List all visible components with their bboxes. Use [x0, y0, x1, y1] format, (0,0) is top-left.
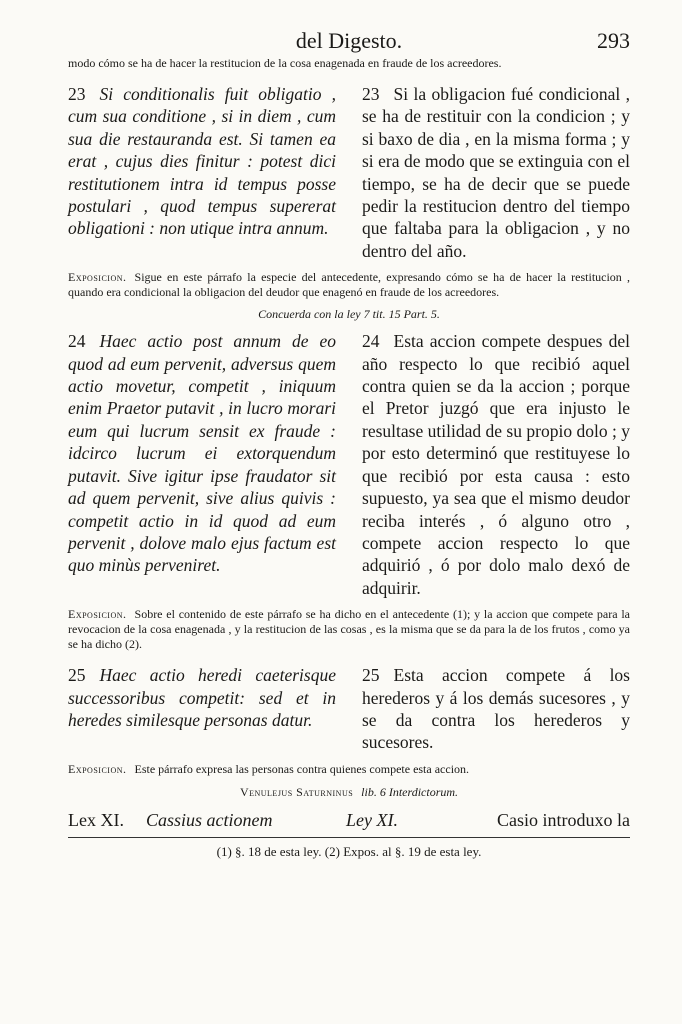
exposition	[68, 762, 630, 777]
paragraph-number: 23	[68, 84, 86, 104]
ley-number: Ley XI.	[346, 809, 398, 830]
lex-latin-start: Cassius actionem	[146, 809, 273, 830]
latin-text: Haec actio post annum de eo quod ad eum pervenit, adversus quem actio movetur, competit , iniquum enim Praetor putavit , in lucro morari eum qui lucrum sensit ex fraude : idcirco lucrum ei extorquendum putavit. Sive igitur ipse fraudator sit ad quem pervenit, sive alius quivis : competit actio in id quod ad eum pervenit , dolove malo ejus factum est quo minùs perveniret.	[68, 331, 336, 576]
spanish-column	[362, 330, 630, 599]
paragraph-number: 24	[362, 331, 380, 352]
section-24	[68, 330, 630, 599]
exposition-label: Exposicion.	[68, 607, 127, 622]
footnote: (1) §. 18 de esta ley. (2) Expos. al §. 19 de esta ley.	[216, 843, 482, 859]
running-title: del Digesto.	[295, 28, 403, 53]
attribution	[68, 785, 630, 800]
latin-column	[68, 664, 336, 754]
spanish-text: Si la obligacion fué condicional , se ha de restituir con la condicion ; y si baxo de dia , en la misma forma ; y si era de modo que se extinguia con el tiempo, se ha de decir que se puede pedir la restitucion dentro del tiempo que faltaba para la obligacion , y no dentro del año.	[362, 84, 630, 261]
spanish-column	[362, 664, 630, 754]
exposition	[68, 270, 630, 300]
latin-column	[68, 330, 336, 599]
ley-spanish-start: Casio introduxo la	[497, 809, 630, 830]
spanish-text: Esta accion compete despues del año respecto lo que recibió aquel contra quien se da la accion ; porque el Pretor juzgó que era injusto le resultase utilidad de su propio dolo ; y por esto determinó que restituyese lo que recibió por esta causa : esto supuesto, ya sea que el mismo deudor reciba interés , ó alguno otro , compete accion respecto lo que adquirió , ó por dolo malo dexó de adquirir.	[362, 331, 630, 598]
lex-heading	[68, 810, 630, 831]
section-23	[68, 83, 630, 262]
paragraph-number: 25	[68, 665, 86, 686]
lex-number: Lex XI.	[68, 809, 124, 830]
concordance-note: Concuerda con la ley 7 tit. 15 Part. 5.	[258, 307, 440, 322]
page	[68, 18, 630, 860]
attribution-author: Venulejus Saturninus	[239, 784, 354, 799]
exposition-text: Sobre el contenido de este párrafo se ha dicho en el antecedente (1); y la accion que compete para la revocacion de la cosa enagenada , y la restitucion de las cosas , es la misma que se da para la de los frutos , como ya se ha dicho (2).	[68, 607, 630, 652]
section-25	[68, 664, 630, 754]
exposition-text: Este párrafo expresa las personas contra quienes compete esta accion.	[134, 761, 470, 776]
latin-text: Si conditionalis fuit obligatio , cum sua conditione , si in diem , cum sua die restauranda est. Si tamen ea erat , cujus dies finitur : potest dici restitutionem intra id tempus posse postulari , quod tempus supererat obligationi : non utique intra annum.	[68, 84, 336, 239]
exposition-text: Sigue en este párrafo la especie del antecedente, expresando cómo se ha de hacer la restitucion , quando era condicional la obligacion del deudor que enagenó en fraude de los acreedores.	[68, 270, 630, 300]
exposition-label: Exposicion.	[68, 761, 127, 776]
paragraph-number: 24	[68, 331, 86, 352]
footnote-rule	[68, 837, 630, 838]
attribution-work: lib. 6 Interdictorum.	[361, 784, 459, 799]
latin-column	[68, 83, 336, 262]
spanish-column	[362, 83, 630, 262]
continuation-text: modo cómo se ha de hacer la restitucion de la cosa enagenada en fraude de los acreedores.	[68, 56, 502, 70]
exposition	[68, 607, 630, 652]
paragraph-number: 23	[362, 84, 380, 104]
exposition-label: Exposicion.	[68, 270, 127, 285]
paragraph-number: 25	[362, 665, 380, 686]
page-number: 293	[597, 28, 630, 53]
latin-text: Haec actio heredi caeterisque successoribus competit: sed et in heredes similesque personas datur.	[68, 665, 336, 730]
page-header	[68, 18, 630, 54]
spanish-text: Esta accion compete á los herederos y á los demás sucesores , y se da contra los herederos y sucesores.	[362, 665, 630, 753]
